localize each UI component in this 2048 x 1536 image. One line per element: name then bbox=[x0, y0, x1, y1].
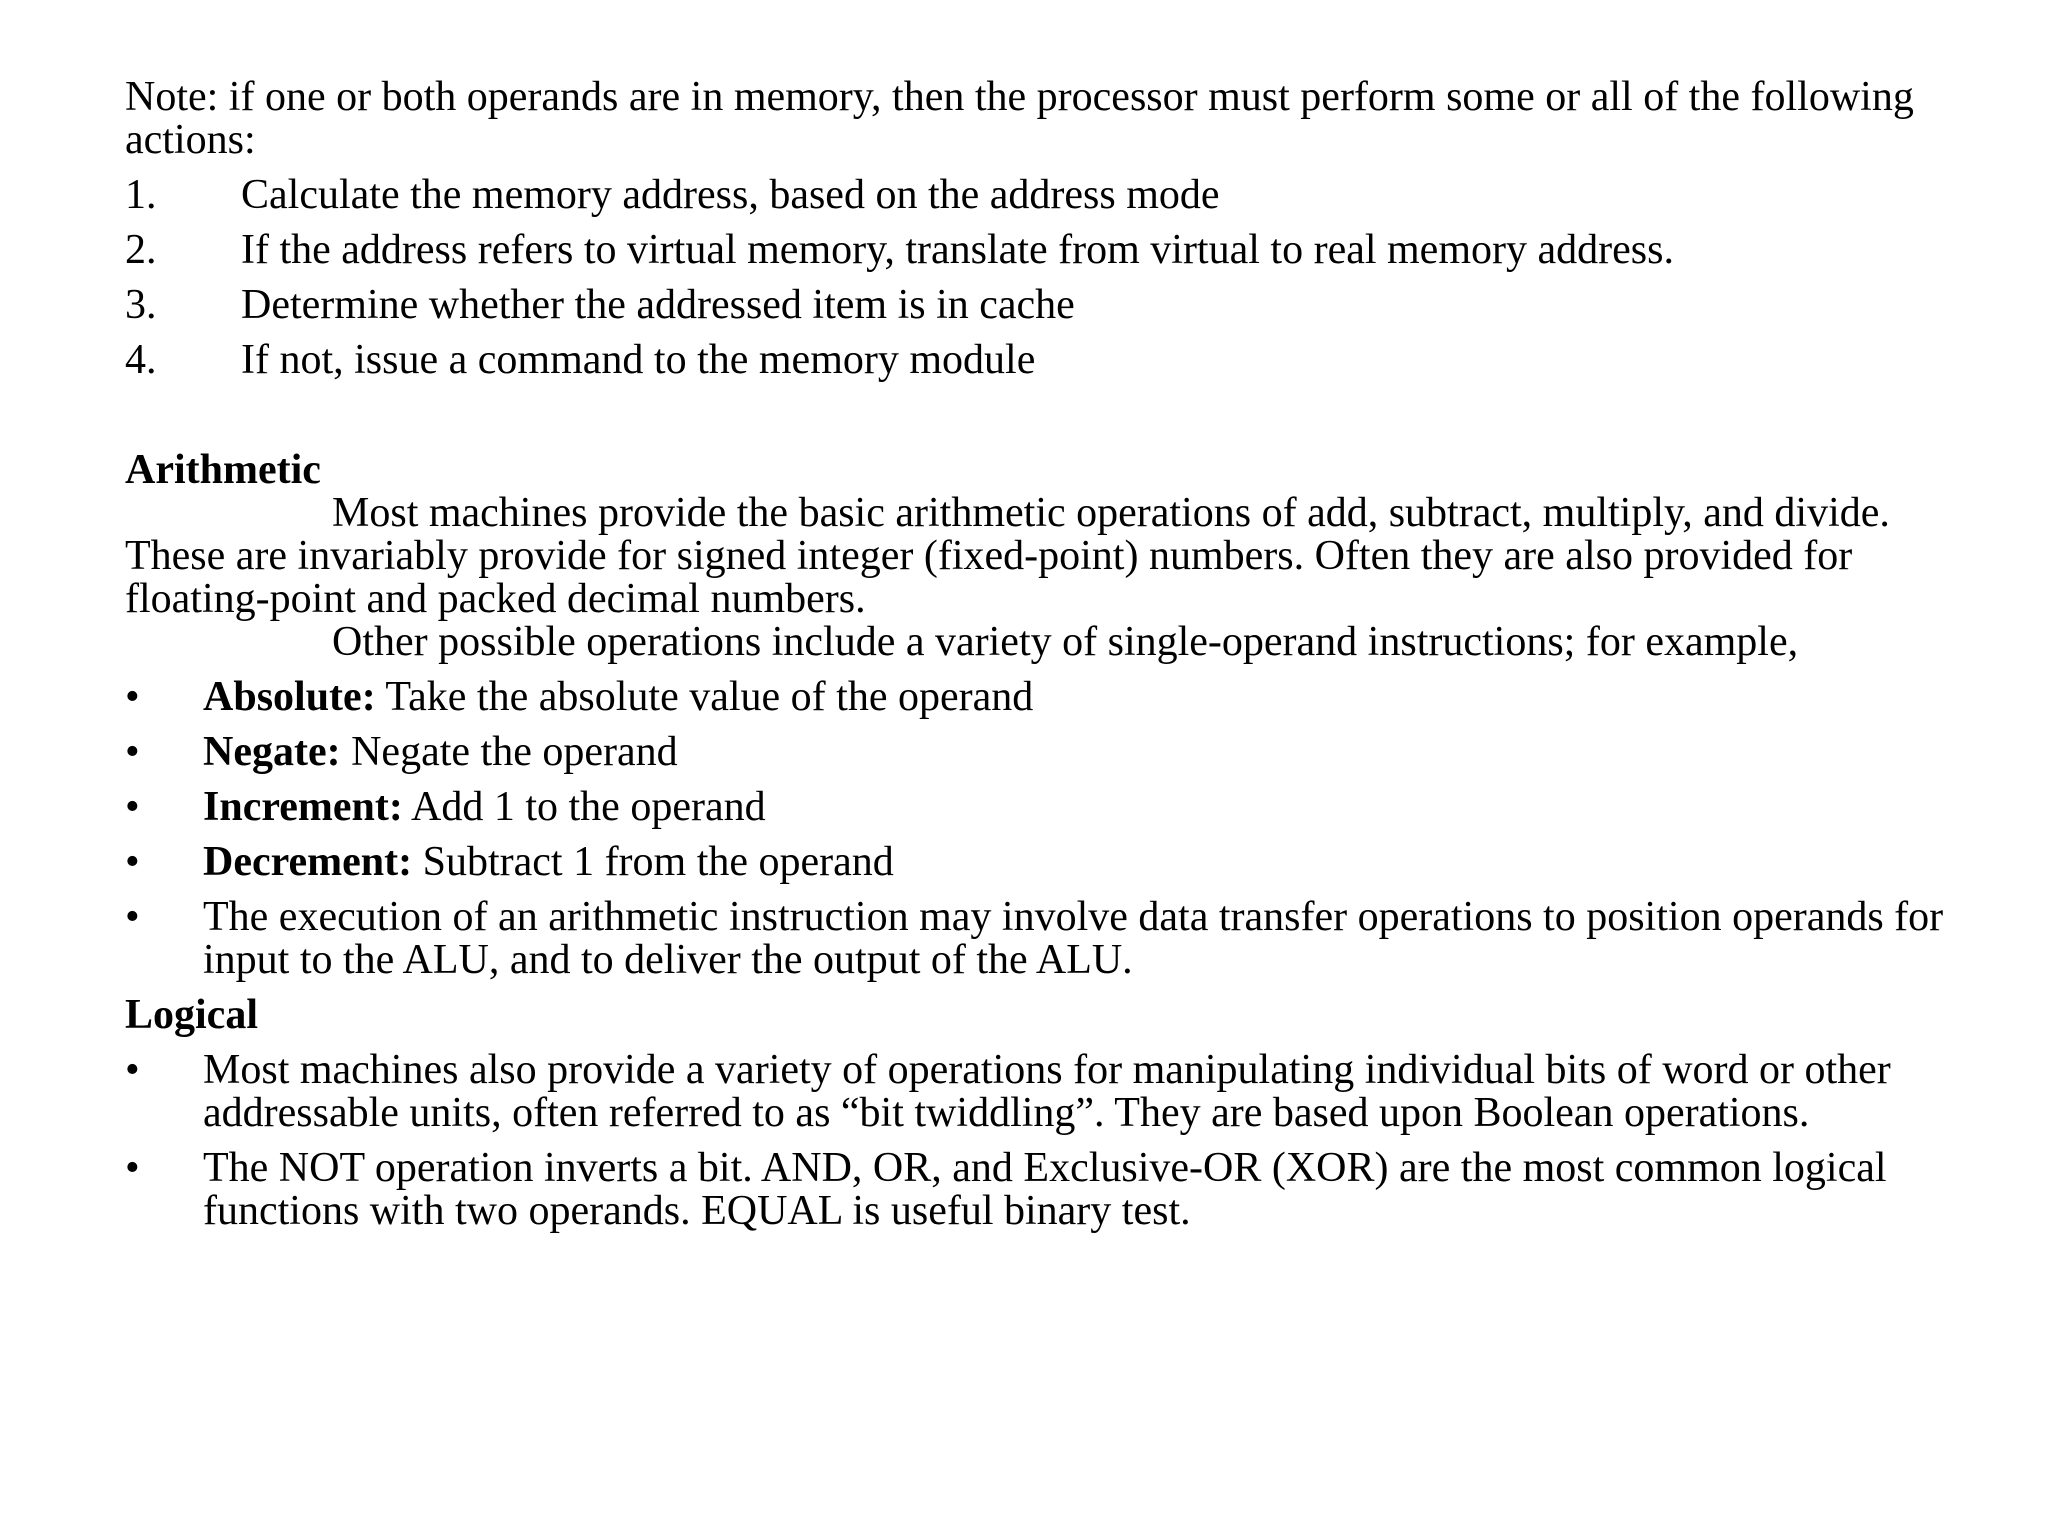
memory-actions-list bbox=[125, 174, 1965, 382]
list-item bbox=[125, 1049, 1965, 1135]
term-description: Add 1 to the operand bbox=[402, 784, 766, 830]
list-item bbox=[125, 339, 1965, 382]
bullet-icon: • bbox=[125, 894, 140, 940]
list-number: 2. bbox=[125, 227, 157, 273]
term-label: Decrement: bbox=[203, 839, 413, 885]
logical-heading: Logical bbox=[125, 992, 258, 1038]
term-description: Negate the operand bbox=[340, 729, 678, 775]
bullet-icon: • bbox=[125, 1047, 140, 1093]
list-item-text: Determine whether the addressed item is in cache bbox=[241, 282, 1075, 328]
list-item-text: The NOT operation inverts a bit. AND, OR, and Exclusive-OR (XOR) are the most common logical functions with two operands. EQUAL is useful binary test. bbox=[203, 1145, 1887, 1234]
list-item bbox=[125, 731, 1965, 774]
arithmetic-paragraph: Most machines provide the basic arithmetic operations of add, subtract, multiply, and divide. These are invariably provide for signed integer (fixed-point) numbers. Often they are also provided for floating-point and packed decimal numbers. bbox=[125, 490, 1890, 622]
arithmetic-heading: Arithmetic bbox=[125, 447, 321, 493]
list-item-text: The execution of an arithmetic instruction may involve data transfer operations to position operands for input to the ALU, and to deliver the output of the ALU. bbox=[203, 894, 1944, 983]
list-item bbox=[125, 284, 1965, 327]
term-label: Increment: bbox=[203, 784, 403, 830]
list-item bbox=[125, 841, 1965, 884]
list-item-text: Calculate the memory address, based on the address mode bbox=[241, 172, 1220, 218]
document-page bbox=[125, 76, 1965, 1233]
bullet-icon: • bbox=[125, 784, 140, 830]
bullet-icon: • bbox=[125, 1145, 140, 1191]
note-paragraph: Note: if one or both operands are in memory, then the processor must perform some or all of the following actions: bbox=[125, 74, 1914, 163]
bullet-icon: • bbox=[125, 674, 140, 720]
list-item bbox=[125, 676, 1965, 719]
list-item-text: If not, issue a command to the memory module bbox=[241, 337, 1036, 383]
term-label: Absolute: bbox=[203, 674, 376, 720]
term-description: Take the absolute value of the operand bbox=[375, 674, 1034, 720]
bullet-icon: • bbox=[125, 729, 140, 775]
logical-operations-list bbox=[125, 1049, 1965, 1233]
list-item bbox=[125, 1147, 1965, 1233]
list-item-text: Most machines also provide a variety of operations for manipulating individual bits of word or other addressable units, often referred to as “bit twiddling”. They are based upon Boolean operations. bbox=[203, 1047, 1891, 1136]
list-item bbox=[125, 229, 1965, 272]
arithmetic-paragraph-examples: Other possible operations include a variety of single-operand instructions; for example, bbox=[332, 619, 1799, 665]
list-item bbox=[125, 786, 1965, 829]
term-label: Negate: bbox=[203, 729, 341, 775]
list-item bbox=[125, 896, 1965, 982]
arithmetic-operations-list bbox=[125, 676, 1965, 982]
list-number: 4. bbox=[125, 337, 157, 383]
bullet-icon: • bbox=[125, 839, 140, 885]
list-item bbox=[125, 174, 1965, 217]
list-number: 1. bbox=[125, 172, 157, 218]
list-number: 3. bbox=[125, 282, 157, 328]
term-description: Subtract 1 from the operand bbox=[412, 839, 894, 885]
list-item-text: If the address refers to virtual memory, translate from virtual to real memory address. bbox=[241, 227, 1674, 273]
